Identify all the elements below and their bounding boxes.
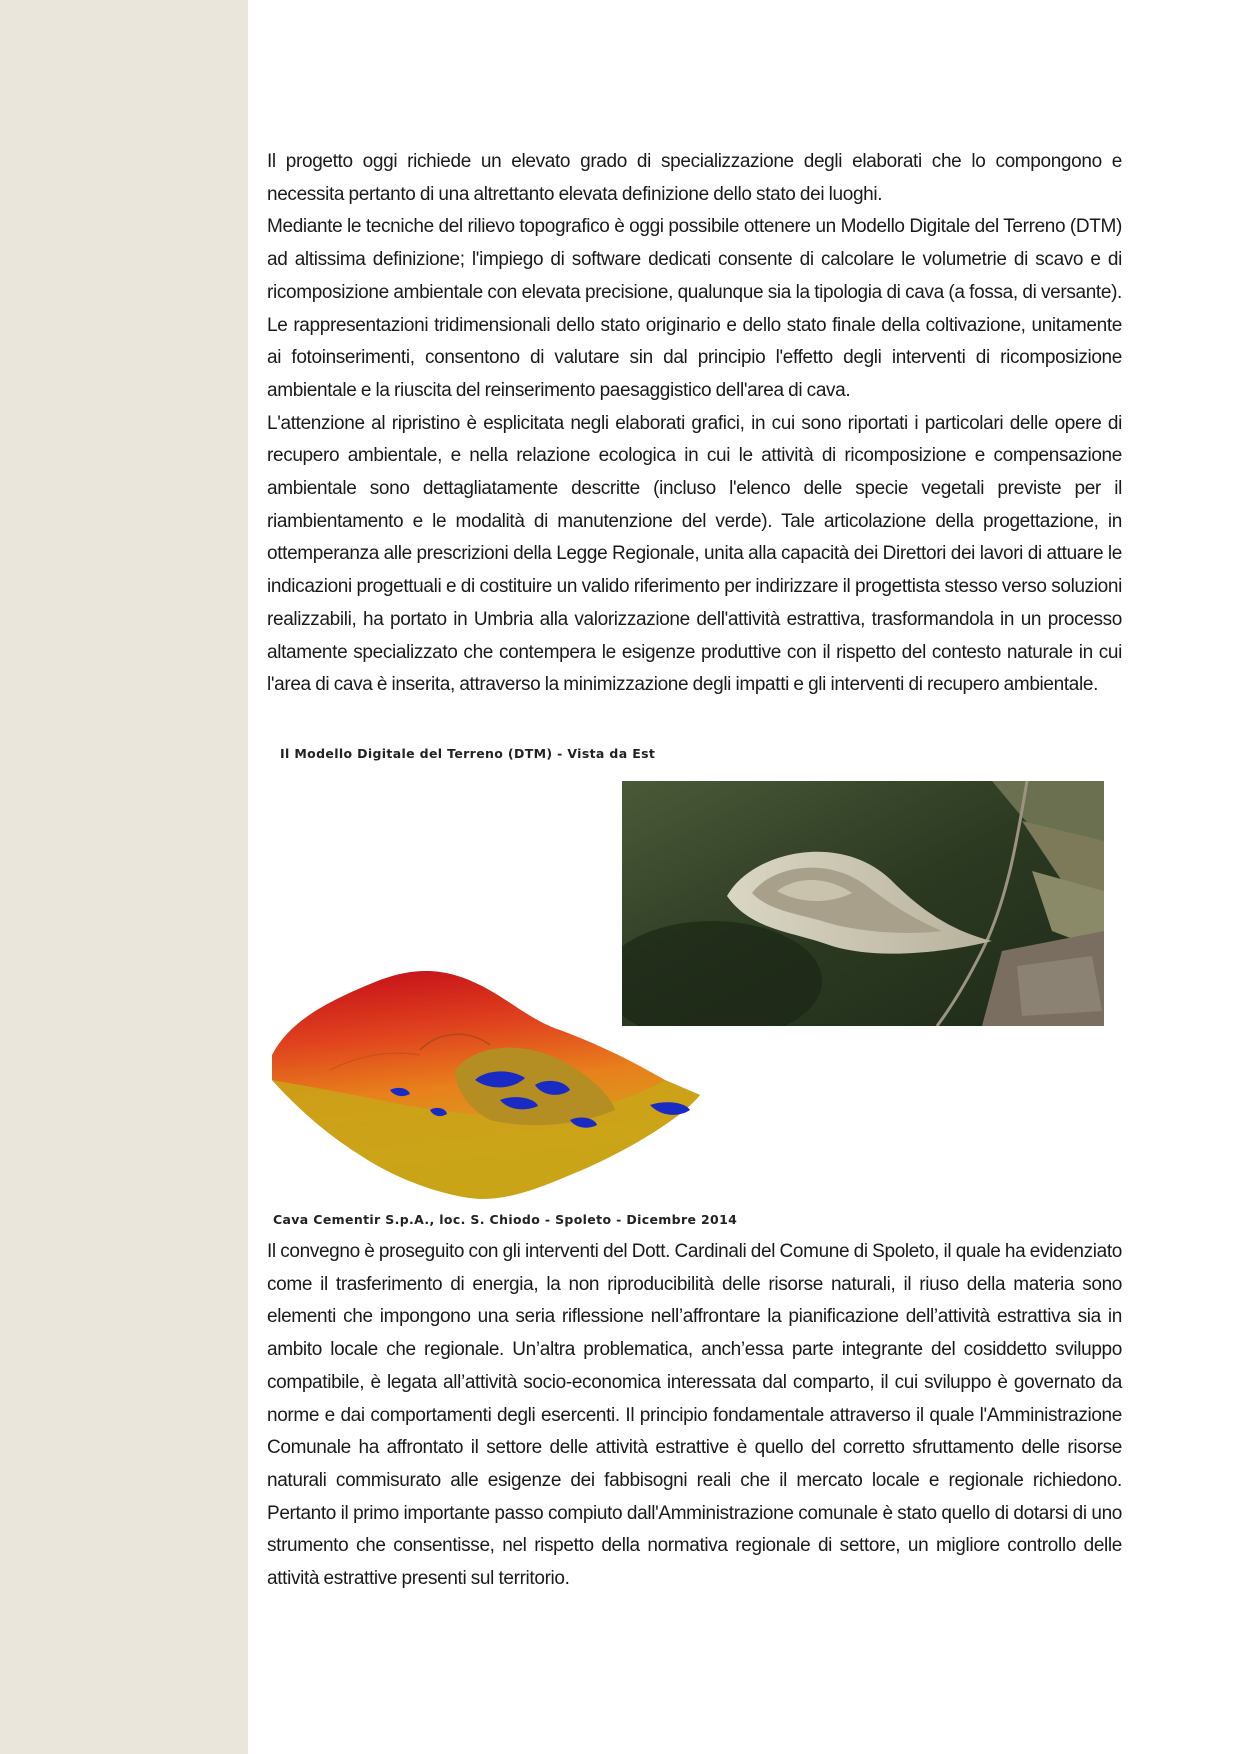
body-text-top bbox=[267, 146, 1122, 702]
paragraph: Il convegno è proseguito con gli interventi del Dott. Cardinali del Comune di Spoleto, il quale ha evidenziato come il trasferimento di energia, la non riproducibilità delle risorse naturali, il riuso della materia sono elementi che impongono una seria riflessione nell’affrontare la pianificazione dell’attività estrattiva sia in ambito locale che regionale. Un’altra problematica, anch’essa parte integrante del cosiddetto sviluppo compatibile, è legata all’attività socio-economica interessata dal comparto, il cui sviluppo è governato da norme e dai comportamenti degli esercenti. Il principio fondamentale attraverso il quale l'Amministrazione Comunale ha affrontato il settore delle attività estrattive è quello del corretto sfruttamento delle risorse naturali commisurato alle esigenze dei fabbisogni reali che il mercato locale e regionale richiedono. Pertanto il primo importante passo compiuto dall'Amministrazione comunale è stato quello di dotarsi di uno strumento che consentisse, nel rispetto della normativa regionale di settore, un migliore controllo delle attività estrattive presenti sul territorio. bbox=[267, 1241, 1122, 1590]
dtm-terrain-model bbox=[270, 960, 710, 1205]
figure-caption-dtm: Il Modello Digitale del Terreno (DTM) - Vista da Est bbox=[280, 746, 656, 761]
figure-caption-cava: Cava Cementir S.p.A., loc. S. Chiodo - Spoleto - Dicembre 2014 bbox=[273, 1212, 738, 1227]
paragraph: Mediante le tecniche del rilievo topografico è oggi possibile ottenere un Modello Digitale del Terreno (DTM) ad altissima definizione; l'impiego di software dedicati consente di calcolare le volumetrie di scavo e di ricomposizione ambientale con elevata precisione, qualunque sia la tipologia di cava (a fossa, di versante). Le rappresentazioni tridimensionali dello stato originario e dello stato finale della coltivazione, unitamente ai fotoinserimenti, consentono di valutare sin dal principio l'effetto degli interventi di ricomposizione ambientale e la riuscita del reinserimento paesaggistico dell'area di cava. bbox=[267, 216, 1122, 401]
body-text-bottom bbox=[267, 1236, 1122, 1596]
paragraph: L'attenzione al ripristino è esplicitata negli elaborati grafici, in cui sono riportati i particolari delle opere di recupero ambientale, e nella relazione ecologica in cui le attività di ricomposizione e compensazione ambientale sono dettagliatamente descritte (incluso l'elenco delle specie vegetali previste per il riambientamento e le modalità di manutenzione del verde). Tale articolazione della progettazione, in ottemperanza alle prescrizioni della Legge Regionale, unita alla capacità dei Direttori dei lavori di attuare le indicazioni progettuali e di costituire un valido riferimento per indirizzare il progettista stesso verso soluzioni realizzabili, ha portato in Umbria alla valorizzazione dell'attività estrattiva, trasformandola in un processo altamente specializzato che contempera le esigenze produttive con il rispetto del contesto naturale in cui l'area di cava è inserita, attraverso la minimizzazione degli impatti e gli interventi di recupero ambientale. bbox=[267, 412, 1122, 696]
side-margin-band bbox=[0, 0, 248, 1754]
paragraph: Il progetto oggi richiede un elevato grado di specializzazione degli elaborati che lo compongono e necessita pertanto di una altrettanto elevata definizione dello stato dei luoghi. bbox=[267, 151, 1122, 205]
